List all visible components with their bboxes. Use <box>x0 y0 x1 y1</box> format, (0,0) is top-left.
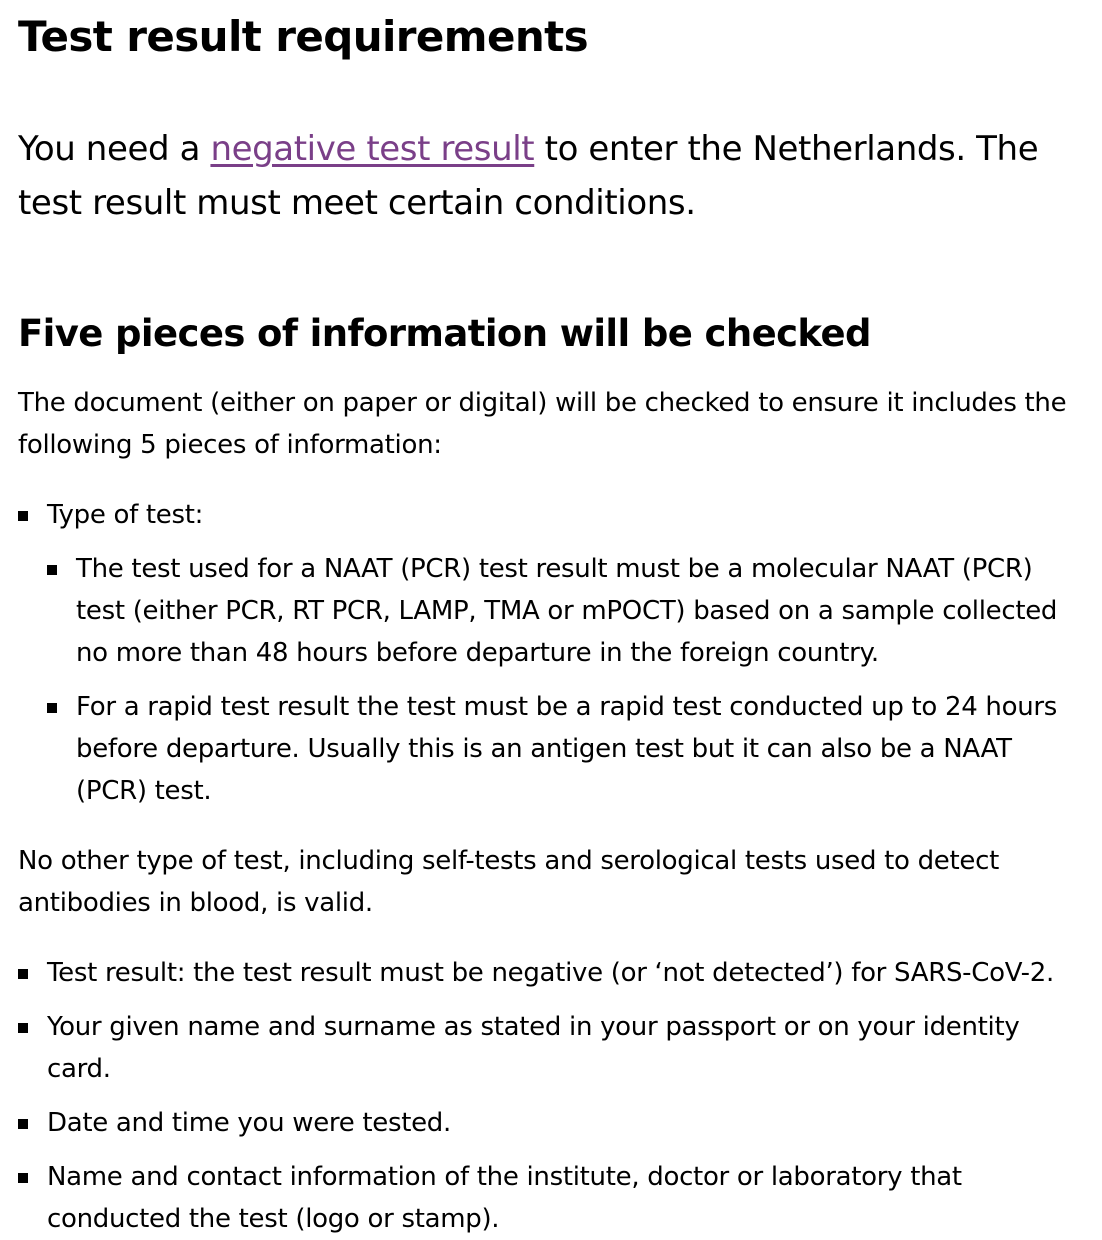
intro-prefix: You need a <box>18 129 211 169</box>
type-of-test-label: Type of test: <box>47 500 204 530</box>
sublist-item-naat: The test used for a NAAT (PCR) test result must be a molecular NAAT (PCR) test (either PCR, RT PCR, LAMP, TMA or mPOCT) based on a sample collected no more than 48 hours before departure in the foreign country. <box>47 548 1084 674</box>
list-item-date-time: Date and time you were tested. <box>18 1102 1084 1144</box>
intro-suffix: to enter the Netherlands. The test result must meet certain conditions. <box>18 129 1039 223</box>
sublist-item-rapid: For a rapid test result the test must be a rapid test conducted up to 24 hours before departure. Usually this is an antigen test but it can also be a NAAT (PCR) test. <box>47 686 1084 812</box>
page-content <box>0 12 1102 1240</box>
validity-note: No other type of test, including self-tests and serological tests used to detect antibodies in blood, is valid. <box>18 846 999 918</box>
intro-paragraph <box>18 122 1084 230</box>
page-title: Test result requirements <box>18 12 589 61</box>
negative-test-result-link[interactable]: negative test result <box>210 129 535 169</box>
section-lead: The document (either on paper or digital) will be checked to ensure it includes the following 5 pieces of information: <box>18 388 1067 460</box>
info-list-remaining <box>18 952 1084 1240</box>
list-item-name: Your given name and surname as stated in your passport or on your identity card. <box>18 1006 1084 1090</box>
list-item-test-result: Test result: the test result must be negative (or ‘not detected’) for SARS-CoV-2. <box>18 952 1084 994</box>
info-list-type <box>18 494 1084 812</box>
type-of-test-sublist <box>47 548 1084 812</box>
section-heading: Five pieces of information will be checked <box>18 312 871 355</box>
list-item-institute: Name and contact information of the institute, doctor or laboratory that conducted the test (logo or stamp). <box>18 1156 1084 1240</box>
list-item-type-of-test <box>18 494 1084 812</box>
